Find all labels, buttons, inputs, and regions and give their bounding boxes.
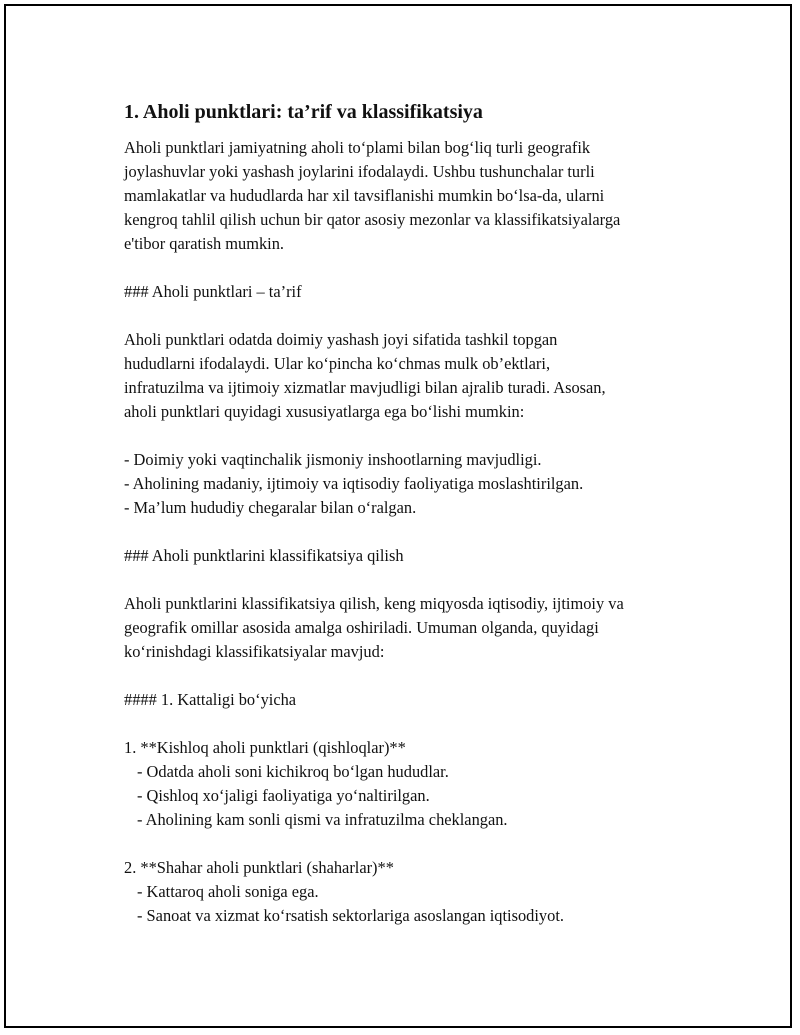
- spacer: [124, 256, 724, 280]
- intro-line: mamlakatlar va hududlarda har xil tavsiflanishi mumkin bo‘lsa-da, ularni: [124, 186, 605, 205]
- list-item: - Qishloq xo‘jaligi faoliyatiga yo‘naltirilgan.: [137, 786, 430, 805]
- intro-paragraph: [124, 136, 724, 256]
- intro-line: Aholi punktlari jamiyatning aholi to‘plami bilan bog‘liq turli geografik: [124, 138, 591, 157]
- section-heading-classification: ### Aholi punktlarini klassifikatsiya qilish: [124, 546, 404, 565]
- list-item: - Kattaroq aholi soniga ega.: [137, 882, 319, 901]
- definition-line: Aholi punktlari odatda doimiy yashash joyi sifatida tashkil topgan: [124, 330, 558, 349]
- page-frame: [4, 4, 792, 1028]
- list-item: - Ma’lum hududiy chegaralar bilan o‘ralgan.: [124, 498, 417, 517]
- classification-line: ko‘rinishdagi klassifikatsiyalar mavjud:: [124, 642, 385, 661]
- spacer: [124, 520, 724, 544]
- spacer: [124, 832, 724, 856]
- classification-line: Aholi punktlarini klassifikatsiya qilish, keng miqyosda iqtisodiy, ijtimoiy va: [124, 594, 624, 613]
- definition-paragraph: [124, 328, 724, 424]
- definition-line: aholi punktlari quyidagi xususiyatlarga ega bo‘lishi mumkin:: [124, 402, 525, 421]
- list-item: - Odatda aholi soni kichikroq bo‘lgan hududlar.: [137, 762, 449, 781]
- spacer: [124, 304, 724, 328]
- list-item: - Aholining madaniy, ijtimoiy va iqtisodiy faoliyatiga moslashtirilgan.: [124, 474, 584, 493]
- settlement-type-label: 2. **Shahar aholi punktlari (shaharlar)**: [124, 858, 394, 877]
- settlement-type-urban: [124, 856, 724, 928]
- classification-paragraph: [124, 592, 724, 664]
- spacer: [124, 568, 724, 592]
- spacer: [124, 424, 724, 448]
- settlement-type-label: 1. **Kishloq aholi punktlari (qishloqlar)**: [124, 738, 406, 757]
- settlement-types-list-continued: [124, 856, 724, 928]
- urban-points-list: [124, 880, 724, 928]
- document-body: [124, 98, 724, 928]
- spacer: [124, 712, 724, 736]
- intro-line: e'tibor qaratish mumkin.: [124, 234, 285, 253]
- settlement-type-rural: [124, 736, 724, 832]
- list-item: - Sanoat va xizmat ko‘rsatish sektorlariga asoslangan iqtisodiyot.: [137, 906, 564, 925]
- definition-line: hududlarni ifodalaydi. Ular ko‘pincha ko‘chmas mulk ob’ektlari,: [124, 354, 551, 373]
- definition-line: infratuzilma va ijtimoiy xizmatlar mavjudligi bilan ajralib turadi. Asosan,: [124, 378, 606, 397]
- intro-line: kengroq tahlil qilish uchun bir qator asosiy mezonlar va klassifikatsiyalarga: [124, 210, 621, 229]
- intro-line: joylashuvlar yoki yashash joylarini ifodalaydi. Ushbu tushunchalar turli: [124, 162, 595, 181]
- document-title: 1. Aholi punktlari: ta’rif va klassifikatsiya: [124, 101, 483, 123]
- list-item: - Aholining kam sonli qismi va infratuzilma cheklangan.: [137, 810, 508, 829]
- subsection-heading-size: #### 1. Kattaligi bo‘yicha: [124, 690, 297, 709]
- settlement-types-list: [124, 736, 724, 832]
- spacer: [124, 664, 724, 688]
- characteristics-list: [124, 448, 724, 520]
- list-item: - Doimiy yoki vaqtinchalik jismoniy inshootlarning mavjudligi.: [124, 450, 542, 469]
- classification-line: geografik omillar asosida amalga oshiriladi. Umuman olganda, quyidagi: [124, 618, 599, 637]
- section-heading-definition: ### Aholi punktlari – ta’rif: [124, 282, 302, 301]
- rural-points-list: [124, 760, 724, 832]
